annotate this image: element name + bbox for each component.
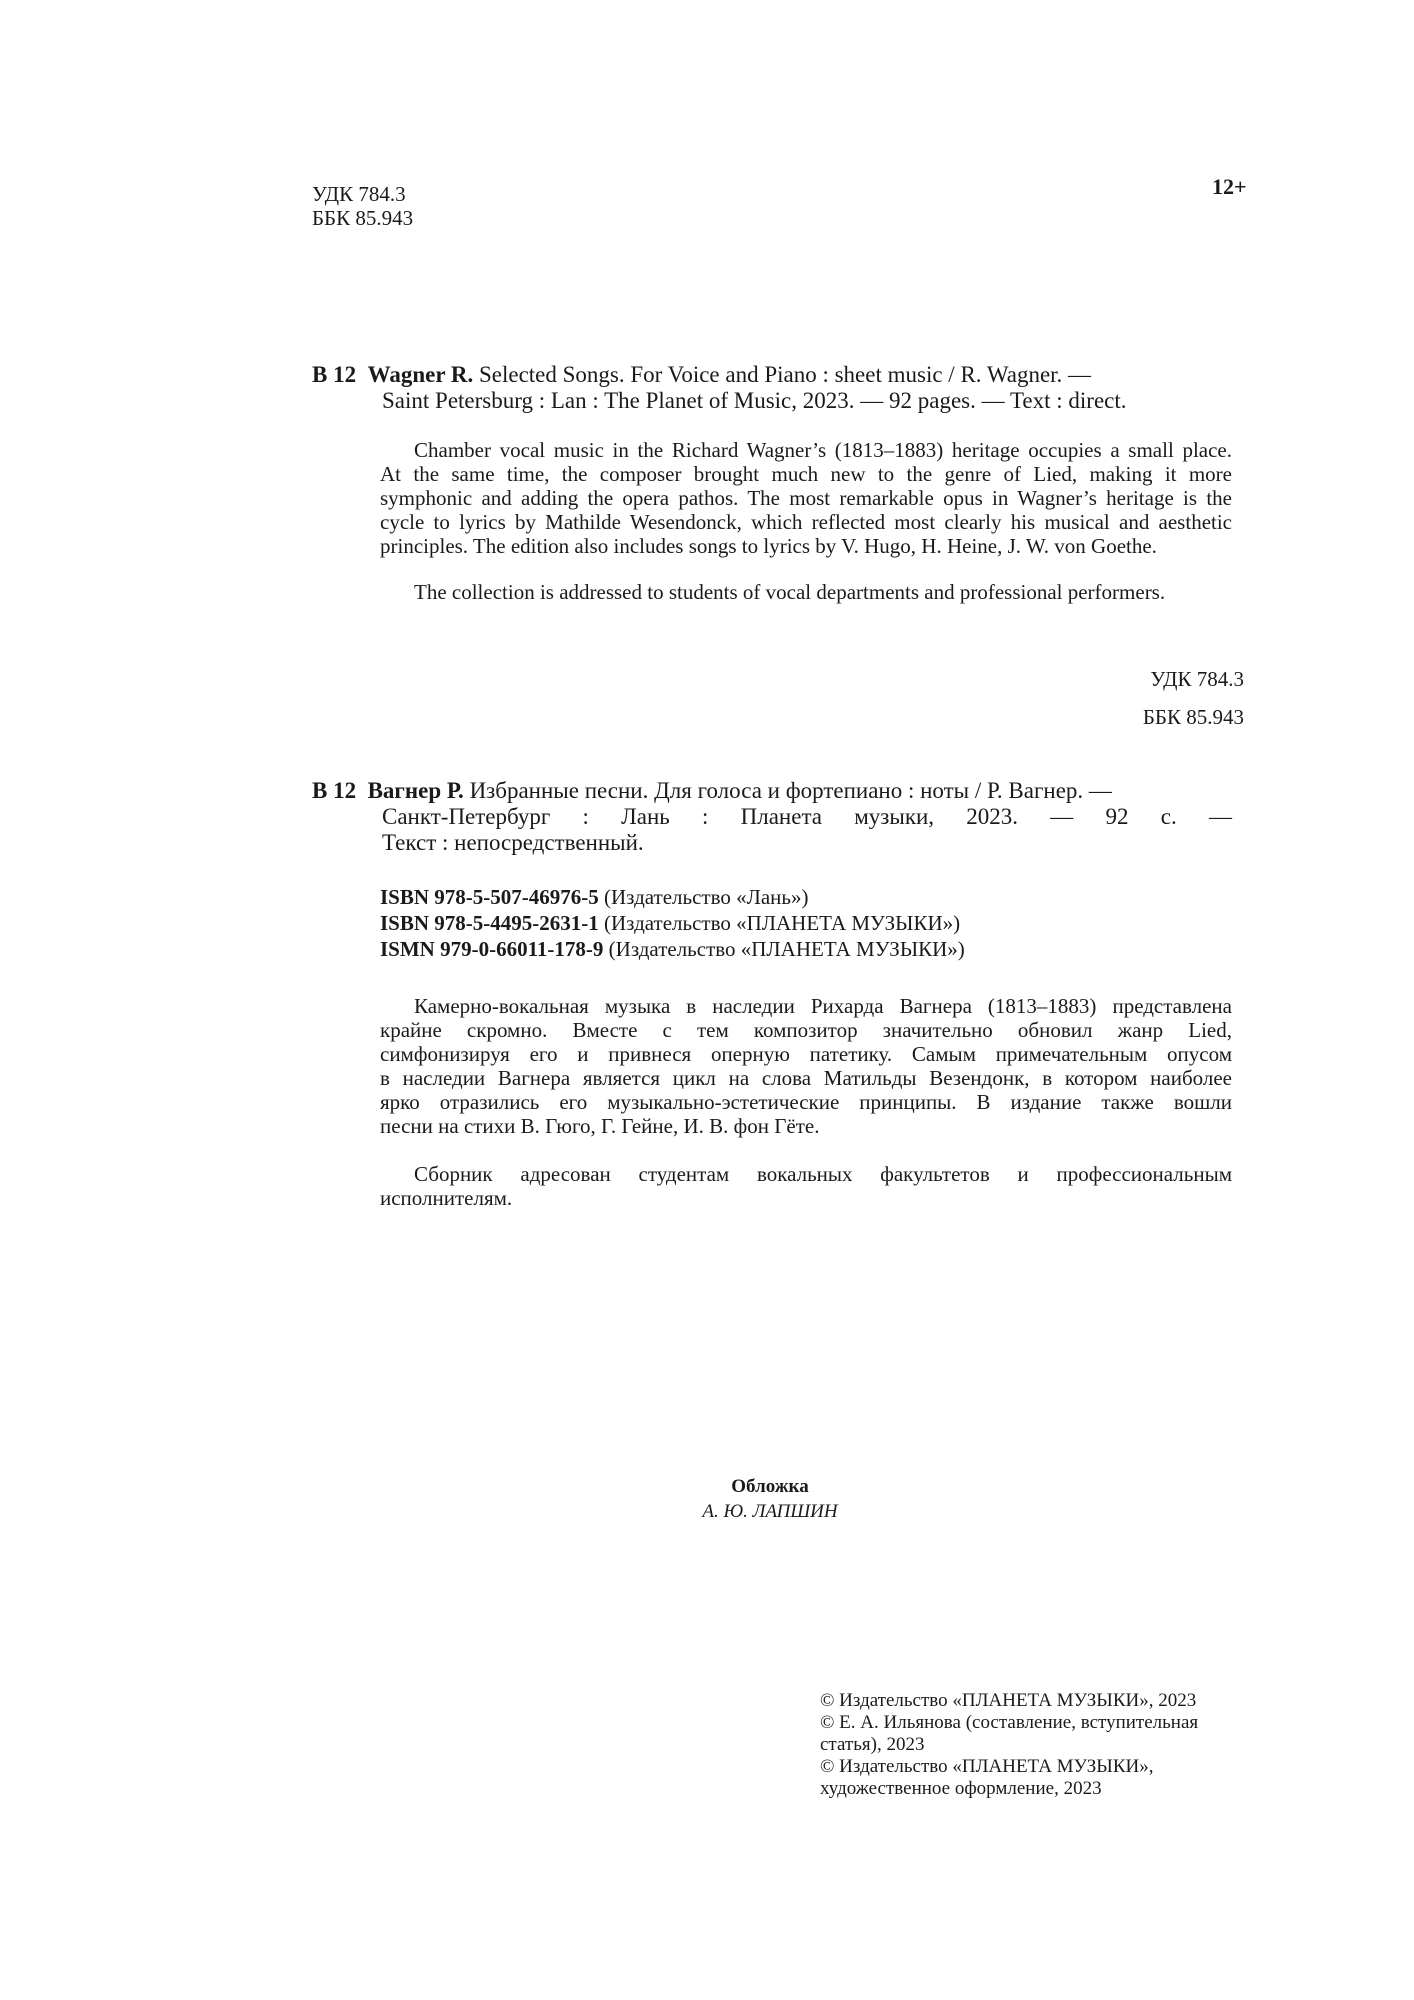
identifier-number: ISBN 978-5-507-46976-5	[380, 885, 599, 909]
english-abstract-line-4: cycle to lyrics by Mathilde Wesendonck, which reflected most clearly his musical and aesthetic	[380, 510, 1232, 534]
russian-code: В 12	[312, 778, 357, 803]
identifier-publisher: (Издательство «Лань»)	[604, 885, 809, 909]
cover-credit-name: А. Ю. ЛАПШИН	[702, 1501, 838, 1522]
identifier-number: ISMN 979-0-66011-178-9	[380, 937, 604, 961]
russian-abstract-line-6: песни на стихи В. Гюго, Г. Гейне, И. В. фон Гёте.	[380, 1114, 820, 1138]
copyright-block	[820, 1690, 1198, 1800]
english-abstract-line-5: principles. The edition also includes songs to lyrics by V. Hugo, H. Heine, J. W. von Goethe.	[380, 534, 1157, 558]
russian-audience	[380, 1162, 1232, 1210]
russian-abstract-line-2: крайне скромно. Вместе с тем композитор значительно обновил жанр Lied,	[380, 1018, 1232, 1042]
english-citation	[312, 362, 1244, 414]
russian-citation-line-2: Санкт-Петербург : Лань : Планета музыки, 2023. — 92 с. —	[382, 804, 1232, 829]
identifier-list	[380, 884, 965, 962]
russian-audience-line-1: Сборник адресован студентам вокальных факультетов и профессиональным	[414, 1162, 1232, 1186]
english-citation-text-1: Selected Songs. For Voice and Piano : sheet music / R. Wagner. —	[478, 362, 1092, 387]
english-audience: The collection is addressed to students of vocal departments and professional performers.	[414, 580, 1166, 604]
russian-author: Вагнер Р.	[367, 778, 464, 803]
classification-udk: УДК 784.3	[1150, 667, 1244, 691]
english-code: В 12	[312, 362, 357, 387]
russian-abstract-line-3: симфонизируя его и привнеся оперную патетику. Самым примечательным опусом	[380, 1042, 1232, 1066]
identifier-number: ISBN 978-5-4495-2631-1	[380, 911, 599, 935]
identifier-publisher: (Издательство «ПЛАНЕТА МУЗЫКИ»)	[604, 911, 961, 935]
english-abstract-line-1: Chamber vocal music in the Richard Wagner’s (1813–1883) heritage occupies a small place.	[414, 438, 1232, 462]
copyright-line-3: статья), 2023	[820, 1734, 925, 1755]
russian-abstract-line-5: ярко отразились его музыкально-эстетические принципы. В издание также вошли	[380, 1090, 1232, 1114]
copyright-line-4: © Издательство «ПЛАНЕТА МУЗЫКИ»,	[820, 1756, 1154, 1777]
russian-citation-line-1	[312, 778, 1232, 804]
russian-abstract-line-4: в наследии Вагнера является цикл на слова Матильды Везендонк, в котором наиболее	[380, 1066, 1232, 1090]
identifier-ismn-planeta	[380, 936, 965, 962]
russian-audience-line-2: исполнителям.	[380, 1186, 513, 1210]
header-udk: УДК 784.3	[312, 182, 406, 206]
copyright-line-1: © Издательство «ПЛАНЕТА МУЗЫКИ», 2023	[820, 1690, 1197, 1711]
russian-citation	[312, 778, 1232, 856]
copyright-line-5: художественное оформление, 2023	[820, 1778, 1102, 1799]
age-rating-badge: 12+	[1212, 174, 1247, 199]
russian-citation-line-3: Текст : непосредственный.	[382, 830, 644, 855]
cover-credit	[560, 1474, 980, 1524]
identifier-isbn-planeta	[380, 910, 965, 936]
identifier-publisher: (Издательство «ПЛАНЕТА МУЗЫКИ»)	[608, 937, 965, 961]
english-citation-line-2: Saint Petersburg : Lan : The Planet of Music, 2023. — 92 pages. — Text : direct.	[382, 388, 1127, 413]
english-abstract-line-3: symphonic and adding the opera pathos. The most remarkable opus in Wagner’s heritage is the	[380, 486, 1232, 510]
english-author: Wagner R.	[367, 362, 474, 387]
cover-credit-label: Обложка	[731, 1476, 809, 1497]
classification-block	[1000, 660, 1244, 736]
russian-abstract-line-1: Камерно-вокальная музыка в наследии Рихарда Вагнера (1813–1883) представлена	[414, 994, 1232, 1018]
header-bbk: ББК 85.943	[312, 206, 414, 230]
classification-bbk: ББК 85.943	[1142, 705, 1244, 729]
copyright-line-2: © Е. А. Ильянова (составление, вступительная	[820, 1712, 1199, 1733]
english-abstract	[380, 438, 1232, 558]
russian-citation-text-1: Избранные песни. Для голоса и фортепиано : ноты / Р. Вагнер. —	[469, 778, 1112, 803]
russian-abstract	[380, 994, 1232, 1138]
header-classification	[312, 182, 413, 230]
english-citation-line-1	[312, 362, 1244, 388]
english-abstract-line-2: At the same time, the composer brought much new to the genre of Lied, making it more	[380, 462, 1232, 486]
identifier-isbn-lan	[380, 884, 965, 910]
